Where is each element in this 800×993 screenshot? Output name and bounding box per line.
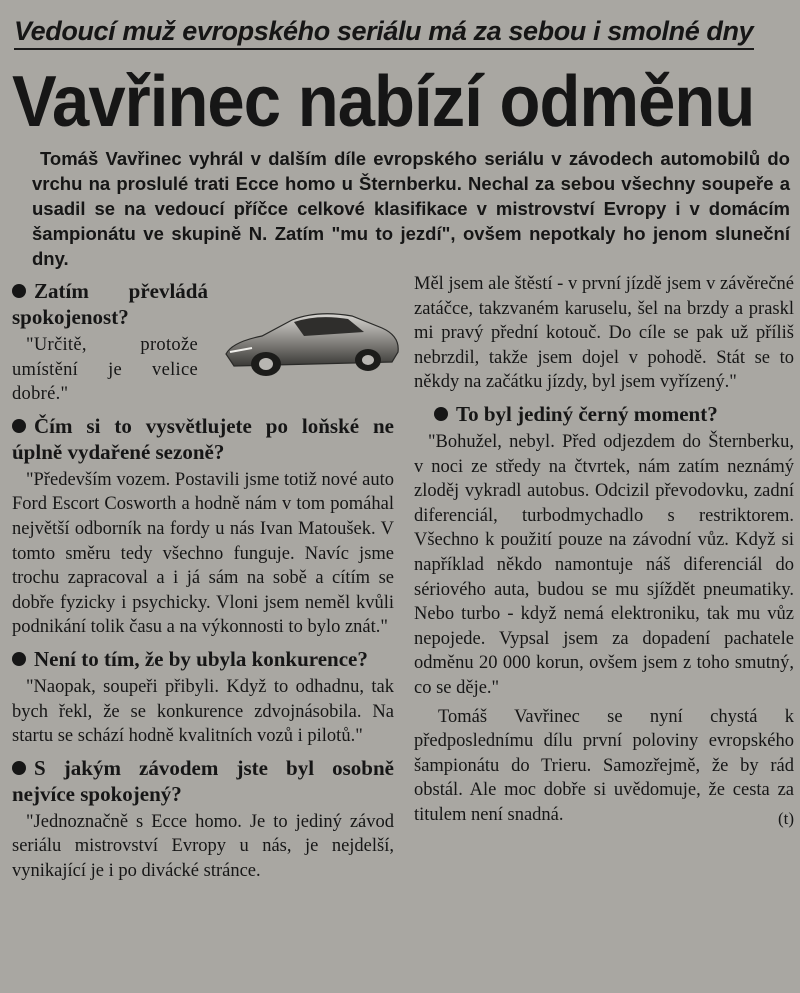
answer-2: "Především vozem. Postavili jsme totiž nové auto Ford Escort Cosworth a hodně nám v tom pomáhal největší odborník na fordy u nás Ivan Matoušek. V tomto směru tedy všechno funguje. Navíc jsme trochu zapracoval a i já sám na sobě a cítím se dobře fyzicky i psychicky. Vloni jsem neměl kvůli podnikání tolik času a na výkonnosti to bylo znát." [12,469,394,638]
answer-4-continued: Měl jsem ale štěstí - v první jízdě jsem v závěrečné zatáčce, takzvaném karuselu, šel na brzdy a praskl mi pravý přední kotouč. Do cíle se pak už příliš nebrzdil, takže jsem dojel v pohodě. Stát se to někdy na začátku jízdy, byl jsem vyřízený." [414,274,794,393]
kicker: Vedoucí muž evropského seriálu má za sebou i smolné dny [14,14,754,50]
bullet-icon [12,284,26,298]
answer-1: "Určitě, protože umístění je velice dobré." [12,335,198,405]
answer-3: "Naopak, soupeři přibyli. Když to odhadnu, tak bych řekl, že se konkurence zdvojnásobila. Na startu se schází hodně kvalitních vozů i pilotů." [12,676,394,747]
question-5: To byl jediný černý moment? [434,401,794,427]
answer-5: "Bohužel, nebyl. Před odjezdem do Šternberku, v noci ze středy na čtvrtek, nám zatím neznámý zloděj vykradl autobus. Odcizil převodovku, zadní diferenciál, turbodmychadlo s restriktorem. Všechno k použití pouze na závodní vůz. Když si například někdo namontuje náš diferenciál do sériového auta, budou se mu sjíždět pneumatiky. Nebo turbo - když nemá elektroniku, tak mu vůz nepojede. Vypsal jsem za dopadení pachatele odměnu 20 000 korun, ovšem jsem z toho smutný, co se děje." [414,431,794,698]
answer-4: "Jednoznačně s Ecce homo. Je to jediný závod seriálu mistrovství Evropy u nás, je nejdelší, vynikající je i po divácké stránce. [12,811,394,881]
question-3: Není to tím, že by ubyla konkurence? [12,646,394,672]
bullet-icon [434,407,448,421]
signature: (t) [777,809,794,829]
bullet-icon [12,652,26,666]
car-photo [222,302,404,382]
closing-paragraph: Tomáš Vavřinec se nyní chystá k předposlednímu dílu první poloviny evropského šampionátu do Trieru. Samozřejmě, že by rád obstál. Ale moc dobře si uvědomuje, že cesta za titulem není snadná. [414,706,794,825]
question-4: S jakým závodem jste byl osobně nejvíce spokojený? [12,755,394,806]
right-column [414,272,794,832]
bullet-icon [12,419,26,433]
headline: Vavřinec nabízí odměnu [12,62,755,142]
bullet-icon [12,761,26,775]
question-2: Čím si to vysvětlujete po loňské ne úplně vydařené sezoně? [12,413,394,464]
lead-paragraph: Tomáš Vavřinec vyhrál v dalším díle evropského seriálu v závodech automobilů do vrchu na proslulé trati Ecce homo u Šternberku. Nechal za sebou všechny soupeře a usadil se na vedoucí příčce celkové klasifikace v mistrovství Evropy i v domácím šampionátu ve skupině N. Zatím "mu to jezdí", ovšem nepotkaly ho jenom sluneční dny. [32,148,790,269]
left-column [12,272,394,888]
question-1: Zatím převládá spokojenost? [12,279,208,329]
